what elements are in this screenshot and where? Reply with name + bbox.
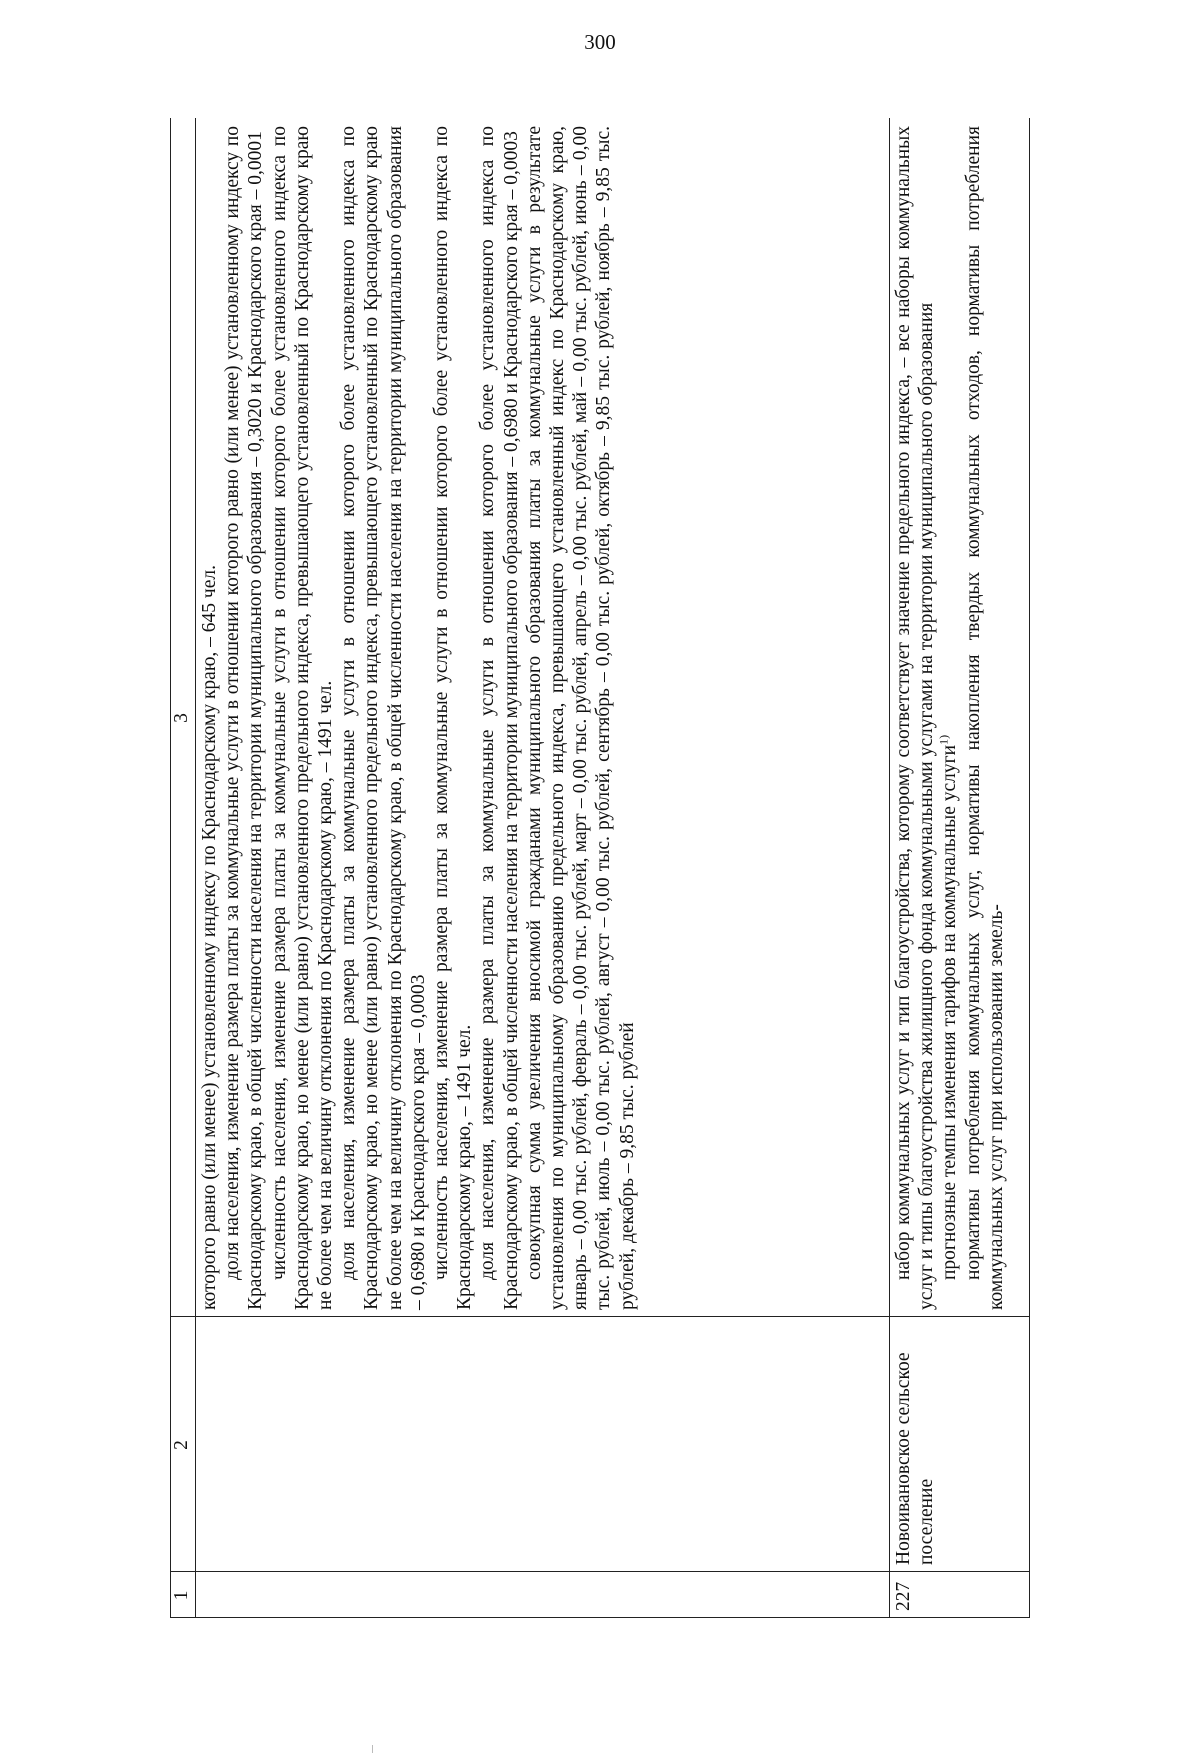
content-paragraph: доля населения, изменение размера платы за коммунальные услуги в отношении которого равно (или менее) установленному индексу по Краснодарскому краю, в общей численности населения на территории муниципального образования – 0,3020 и Краснодарского края – 0,0001 bbox=[222, 126, 267, 1310]
row-number: 227 bbox=[890, 1572, 1030, 1618]
table-viewport bbox=[170, 118, 1030, 1618]
table-row bbox=[196, 118, 890, 1618]
content-paragraph: набор коммунальных услуг и тип благоустройства, которому соответствует значение предельного индекса, – все наборы коммунальных услуг и типы благоустройства жилищного фонда коммунальными услугами на территории муниципального образования bbox=[893, 126, 938, 1310]
content-paragraph: численность населения, изменение размера платы за коммунальные услуги в отношении которого более установленного индекса по Краснодарскому краю, но менее (или равно) установленного предельного индекса, превышающего установленный по Краснодарскому краю не более чем на величину отклонения по Краснодарскому краю, – 1491 чел. bbox=[268, 126, 337, 1310]
row-name bbox=[196, 1317, 890, 1572]
row-content bbox=[890, 118, 1030, 1317]
tariff-table bbox=[170, 118, 1030, 1618]
table-row bbox=[890, 118, 1030, 1618]
header-col-2: 2 bbox=[171, 1317, 196, 1572]
content-paragraph: совокупная сумма увеличения вносимой гражданами муниципального образования платы за коммунальные услуги в результате установления по муниципальному образованию предельного индекса, превышающего установленный индекс по Краснодарскому краю, январь – 0,00 тыс. рублей, февраль – 0,00 тыс. рублей, март – 0,00 тыс. рублей, апрель – 0,00 тыс. рублей, май – 0,00 тыс. рублей, июнь – 0,00 тыс. рублей, июль – 0,00 тыс. рублей, август – 0,00 тыс. рублей, сентябрь – 0,00 тыс. рублей, октябрь – 9,85 тыс. рублей, ноябрь – 9,85 тыс. рублей, декабрь – 9,85 тыс. рублей bbox=[523, 126, 638, 1310]
footnote-marker: 1) bbox=[936, 734, 951, 745]
content-text: прогнозные темпы изменения тарифов на коммунальные услуги bbox=[939, 744, 961, 1280]
row-number bbox=[196, 1572, 890, 1618]
content-paragraph: численность населения, изменение размера платы за коммунальные услуги в отношении которого более установленного индекса по Краснодарскому краю, – 1491 чел. bbox=[431, 126, 476, 1310]
page-number: 300 bbox=[584, 30, 616, 54]
scan-mark bbox=[372, 1745, 373, 1753]
header-col-1: 1 bbox=[171, 1572, 196, 1618]
content-paragraph: которого равно (или менее) установленному индексу по Краснодарскому краю, – 645 чел. bbox=[199, 565, 220, 1310]
content-paragraph bbox=[938, 126, 961, 1310]
header-col-3: 3 bbox=[171, 118, 196, 1317]
rotated-table-container bbox=[170, 118, 1030, 1618]
row-content bbox=[196, 118, 890, 1317]
table-header-row bbox=[171, 118, 196, 1618]
content-paragraph: нормативы потребления коммунальных услуг, нормативы накопления твердых коммунальных отходов, нормативы потребления коммунальных услуг при использовании земель- bbox=[962, 126, 1007, 1310]
row-name: Новоивановское сельское поселение bbox=[890, 1317, 1030, 1572]
content-paragraph: доля населения, изменение размера платы за коммунальные услуги в отношении которого более установленного индекса по Краснодарскому краю, но менее (или равно) установленного предельного индекса, превышающего установленный по Краснодарскому краю не более чем на величину отклонения по Краснодарскому краю, в общей численности населения на территории муниципального образования – 0,6980 и Краснодарского края – 0,0003 bbox=[338, 126, 429, 1310]
content-paragraph: доля населения, изменение размера платы за коммунальные услуги в отношении которого более установленного индекса по Краснодарскому краю, в общей численности населения на территории муниципального образования – 0,6980 и Краснодарского края – 0,0003 bbox=[477, 126, 522, 1310]
